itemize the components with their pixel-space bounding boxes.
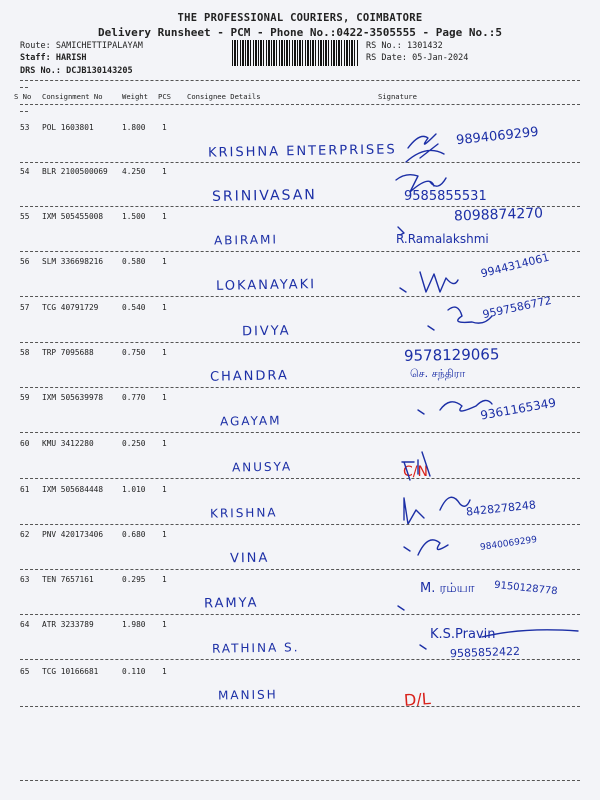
consignee-handwritten: KRISHNA <box>209 505 278 521</box>
signature-note: 8098874270 <box>453 205 544 225</box>
consignee-handwritten: ABIRAMI <box>213 232 279 248</box>
row-divider <box>20 706 580 707</box>
row-sno: 60 <box>20 439 30 448</box>
row-pcs: 1 <box>162 439 167 448</box>
row-weight: 1.800 <box>122 123 146 132</box>
row-weight: 0.750 <box>122 348 146 357</box>
row-weight: 4.250 <box>122 167 146 176</box>
signature-note: R.Ramalakshmi <box>396 232 489 246</box>
signature-scribble <box>380 162 580 207</box>
drs-value: DCJB130143205 <box>66 66 133 76</box>
row-weight: 0.580 <box>122 257 146 266</box>
rs-date-label: RS Date: <box>366 53 407 63</box>
row-pcs: 1 <box>162 303 167 312</box>
col-sno: S No <box>14 92 32 101</box>
col-pcs: PCS <box>158 92 171 101</box>
signature-scribble <box>380 298 580 343</box>
signature-note: K.S.Pravin <box>430 627 496 642</box>
signature-note: செ. சந்திரா <box>410 367 466 380</box>
row-divider <box>20 342 580 343</box>
rs-date-value: 05-Jan-2024 <box>412 53 469 63</box>
route-line <box>20 41 143 51</box>
row-sno: 59 <box>20 393 30 402</box>
row-consignment-no: TRP 7095688 <box>42 348 94 357</box>
rs-no-label: RS No.: <box>366 41 402 51</box>
row-pcs: 1 <box>162 348 167 357</box>
row-weight: 1.010 <box>122 485 146 494</box>
row-sno: 65 <box>20 667 30 676</box>
signature-note: 9361165349 <box>479 395 557 423</box>
row-weight: 0.295 <box>122 575 146 584</box>
row-consignment-no: TCG 40791729 <box>42 303 99 312</box>
route-value: SAMICHETTIPALAYAM <box>55 41 143 51</box>
consignee-handwritten: KRISHNA ENTERPRISES <box>207 142 397 161</box>
row-consignment-no: IXM 505455008 <box>42 212 104 221</box>
row-divider <box>20 296 580 297</box>
row-consignment-no: ATR 3233789 <box>42 620 94 629</box>
row-divider <box>20 432 580 433</box>
drs-label: DRS No.: <box>20 66 61 76</box>
rs-no-value: 1301432 <box>406 41 443 51</box>
consignee-handwritten: CHANDRA <box>209 368 290 385</box>
row-weight: 0.250 <box>122 439 146 448</box>
row-pcs: 1 <box>162 620 167 629</box>
signature-note: 9894069299 <box>455 124 540 149</box>
col-consignee: Consignee Details <box>187 92 261 101</box>
row-weight: 0.680 <box>122 530 146 539</box>
consignee-handwritten: MANISH <box>217 687 278 703</box>
row-consignment-no: BLR 2100500069 <box>42 167 108 176</box>
signature-note: 8428278248 <box>465 498 537 519</box>
consignee-handwritten: SRINIVASAN <box>211 187 317 205</box>
row-pcs: 1 <box>162 530 167 539</box>
rs-no-line <box>366 41 443 51</box>
signature-scribble <box>380 388 580 433</box>
signature-note: D/L <box>403 689 432 710</box>
signature-scribble <box>380 615 580 660</box>
barcode <box>232 40 358 66</box>
colhead-tick <box>20 111 28 112</box>
consignee-handwritten: VINA <box>229 550 270 567</box>
row-pcs: 1 <box>162 257 167 266</box>
row-sno: 61 <box>20 485 30 494</box>
row-consignment-no: PNV 420173406 <box>42 530 104 539</box>
row-pcs: 1 <box>162 485 167 494</box>
row-sno: 57 <box>20 303 30 312</box>
signature-note: 9944314061 <box>479 250 551 281</box>
row-weight: 0.770 <box>122 393 146 402</box>
row-consignment-no: SLM 336698216 <box>42 257 104 266</box>
route-label: Route: <box>20 41 51 51</box>
consignee-handwritten: ANUSYA <box>231 459 293 475</box>
row-divider <box>20 659 580 660</box>
row-pcs: 1 <box>162 212 167 221</box>
row-sno: 62 <box>20 530 30 539</box>
row-weight: 1.500 <box>122 212 146 221</box>
row-pcs: 1 <box>162 393 167 402</box>
row-divider <box>20 478 580 479</box>
rs-date-line <box>366 53 468 63</box>
signature-note: 9585855531 <box>404 189 487 204</box>
signature-note: 9150128778 <box>493 579 559 598</box>
row-consignment-no: TEN 7657161 <box>42 575 94 584</box>
signature-note: 9578129065 <box>403 345 500 365</box>
staff-value: HARISH <box>55 53 87 63</box>
colhead-divider <box>20 104 580 105</box>
signature-scribble <box>380 118 580 163</box>
row-weight: 1.980 <box>122 620 146 629</box>
consignee-handwritten: AGAYAM <box>219 413 282 429</box>
staff-label: Staff: <box>20 53 51 63</box>
signature-scribble <box>380 252 580 297</box>
drs-line <box>20 66 133 76</box>
signature-scribble <box>380 480 580 525</box>
signature-note: M. ரம்யா <box>420 581 475 596</box>
signature-note: 9840069299 <box>479 535 538 553</box>
consignee-handwritten: RAMYA <box>203 595 259 612</box>
consignee-handwritten: RATHINA S. <box>211 640 300 656</box>
row-sno: 63 <box>20 575 30 584</box>
header-tick <box>20 87 28 88</box>
company-title: THE PROFESSIONAL COURIERS, COIMBATORE <box>177 12 423 24</box>
row-consignment-no: POL 1603801 <box>42 123 94 132</box>
signature-scribble <box>380 434 580 479</box>
consignee-handwritten: LOKANAYAKI <box>215 277 317 294</box>
row-consignment-no: IXM 505639978 <box>42 393 104 402</box>
row-sno: 56 <box>20 257 30 266</box>
row-sno: 55 <box>20 212 30 221</box>
row-consignment-no: KMU 3412280 <box>42 439 94 448</box>
row-pcs: 1 <box>162 123 167 132</box>
staff-line <box>20 53 87 63</box>
col-consignment: Consignment No <box>42 92 103 101</box>
row-weight: 0.110 <box>122 667 146 676</box>
signature-note: 9597586772 <box>481 293 553 322</box>
row-sno: 53 <box>20 123 30 132</box>
header-divider <box>20 80 580 81</box>
signature-scribble <box>380 525 580 570</box>
signature-note: 9585852422 <box>449 644 521 661</box>
row-consignment-no: TCG 10166681 <box>42 667 99 676</box>
runsheet-subtitle: Delivery Runsheet - PCM - Phone No.:0422-3505555 - Page No.:5 <box>98 26 502 39</box>
row-sno: 54 <box>20 167 30 176</box>
signature-scribble <box>380 570 580 615</box>
row-sno: 64 <box>20 620 30 629</box>
row-pcs: 1 <box>162 667 167 676</box>
col-signature: Signature <box>378 92 417 101</box>
row-weight: 0.540 <box>122 303 146 312</box>
row-consignment-no: IXM 505684448 <box>42 485 104 494</box>
signature-scribble <box>380 207 580 252</box>
signature-note: C/N <box>403 464 428 480</box>
row-pcs: 1 <box>162 575 167 584</box>
row-pcs: 1 <box>162 167 167 176</box>
col-weight: Weight <box>122 92 148 101</box>
footer-divider <box>20 780 580 781</box>
row-sno: 58 <box>20 348 30 357</box>
consignee-handwritten: DIVYA <box>241 323 291 340</box>
